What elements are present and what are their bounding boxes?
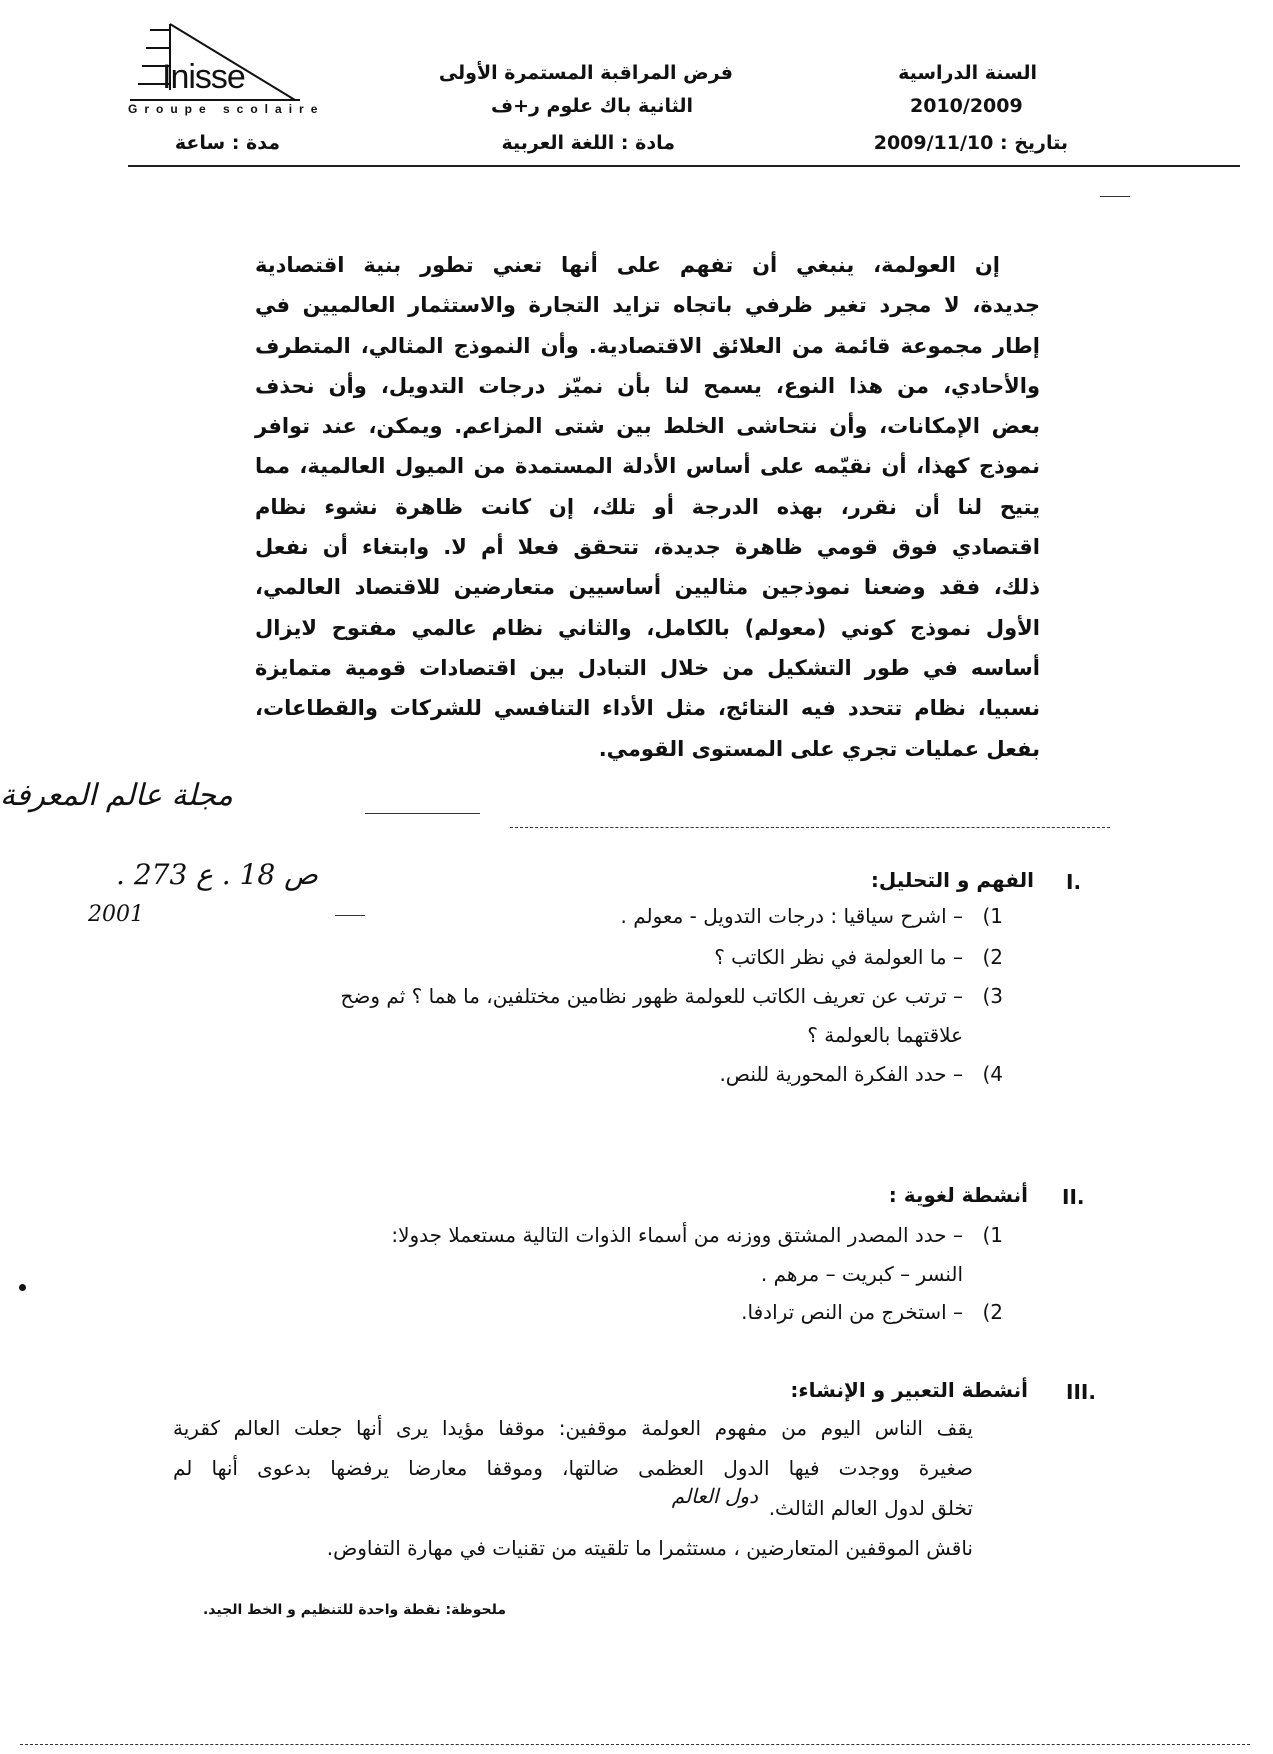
question-text: النسر – كبريت – مرهم . xyxy=(760,1262,963,1286)
passage-line: بفعل عمليات تجري على المستوى القومي. xyxy=(598,736,1040,761)
passage-line: أساسه في طور التشكيل من خلال التبادل بين اقتصادات قومية متمايزة xyxy=(255,655,1040,680)
school-year-label: السنة الدراسية xyxy=(898,62,1037,84)
question-text: – اشرح سياقيا : درجات التدويل - معولم . xyxy=(620,904,963,928)
prompt-line: صغيرة ووجدت فيها الدول العظمى ضالتها، وموقفا معارضا يرفضها بدعوى أنها لم xyxy=(173,1456,973,1480)
subject-line: مادة : اللغة العربية xyxy=(501,132,675,154)
question-3-continued xyxy=(807,1023,963,1047)
question-1 xyxy=(620,904,1003,928)
question-text: – حدد المصدر المشتق ووزنه من أسماء الذوات التالية مستعملا جدولا: xyxy=(391,1223,963,1247)
question-number: 2) xyxy=(982,945,1003,969)
question-text: – ما العولمة في نظر الكاتب ؟ xyxy=(714,945,963,969)
question-number: 3) xyxy=(982,984,1003,1008)
question-text: علاقتهما بالعولمة ؟ xyxy=(807,1023,963,1047)
section-2-number: II. xyxy=(1062,1185,1085,1209)
header-divider xyxy=(128,165,1240,167)
question-4 xyxy=(719,1062,1003,1086)
question-text: – استخرج من النص ترادفا. xyxy=(741,1300,963,1324)
logo-word: Inisse xyxy=(162,58,245,96)
passage-line: والأحادي، من هذا النوع، يسمح لنا بأن نميّز درجات التدويل، وأن نحذف xyxy=(255,373,1040,398)
ref-dash xyxy=(335,915,365,916)
question-number: 1) xyxy=(982,904,1003,928)
essay-prompt xyxy=(173,1408,973,1568)
section-1-number: I. xyxy=(1066,870,1082,894)
passage-line: الأول نموذج كوني (معولم) بالكامل، والثاني نظام عالمي مفتوح لايزال xyxy=(255,615,1040,640)
passage-line: اقتصادي فوق قومي ظاهرة جديدة، تتحقق فعلا أم لا. وابتغاء أن نفعل xyxy=(255,535,1040,560)
section-3-title: أنشطة التعبير و الإنشاء: xyxy=(790,1378,1028,1402)
exam-title: فرض المراقبة المستمرة الأولى xyxy=(438,62,733,84)
section-3-number: III. xyxy=(1066,1380,1096,1404)
class-line: الثانية باك علوم ر+ف xyxy=(491,95,693,117)
question-text: – ترتب عن تعريف الكاتب للعولمة ظهور نظامين مختلفين، ما هما ؟ ثم وضح xyxy=(340,984,963,1008)
question-5 xyxy=(391,1223,1003,1247)
passage-line: ذلك، فقد وضعنا نموذجين مثاليين أساسيين متعارضين للاقتصاد العالمي، xyxy=(255,575,1040,600)
handwritten-source: مجلة عالم المعرفة xyxy=(0,778,233,813)
passage-line: يتيح لنا أن نقرر، بهذه الدرجة أو تلك، إن كانت ظاهرة نشوء نظام xyxy=(255,494,1040,519)
question-number: 1) xyxy=(982,1223,1003,1247)
passage-line: نموذج كهذا، أن نقيّمه على أساس الأدلة المستمدة من الميول العالمية، مما xyxy=(255,454,1040,479)
margin-mark xyxy=(1100,196,1130,197)
prompt-line: تخلق لدول العالم الثالث. xyxy=(768,1496,973,1520)
handwritten-year: 2001 xyxy=(88,902,144,927)
section-2-title: أنشطة لغوية : xyxy=(888,1183,1028,1207)
passage-end-rule xyxy=(510,827,1110,828)
section-1-title: الفهم و التحليل: xyxy=(870,868,1034,892)
source-dash xyxy=(365,813,480,814)
question-6 xyxy=(741,1300,1003,1324)
prompt-line: يقف الناس اليوم من مفهوم العولمة موقفين: موقفا مؤيدا يرى أنها جعلت العالم كقرية xyxy=(173,1416,973,1440)
handwritten-page-ref: ص 18 . ع 273 . xyxy=(116,858,318,891)
school-year: 2010/2009 xyxy=(910,95,1023,117)
bottom-edge-rule xyxy=(20,1744,1250,1745)
passage-line: إطار مجموعة قائمة من العلائق الاقتصادية. وأن النموذج المثالي، المتطرف xyxy=(255,333,1040,358)
question-text: – حدد الفكرة المحورية للنص. xyxy=(719,1062,963,1086)
reading-passage xyxy=(255,245,1040,769)
exam-date: بتاريخ : 2009/11/10 xyxy=(873,132,1068,154)
question-number: 4) xyxy=(982,1062,1003,1086)
question-2 xyxy=(714,945,1003,969)
duration-line: مدة : ساعة xyxy=(174,132,280,154)
school-logo xyxy=(110,20,340,140)
passage-line: جديدة، لا مجرد تغير ظرفي باتجاه تزايد التجارة والاستثمار العالميين في xyxy=(255,293,1040,318)
passage-line: بعض الإمكانات، وأن نتحاشى الخلط بين شتى المزاعم. ويمكن، عند توافر xyxy=(255,414,1040,439)
passage-line: نسبيا، نظام تتحدد فيه النتائج، مثل الأداء التنافسي للشركات والقطاعات، xyxy=(255,696,1040,721)
logo-subtitle: Groupe scolaire xyxy=(128,102,325,116)
question-3 xyxy=(340,984,1003,1008)
passage-line: إن العولمة، ينبغي أن تفهم على أنها تعني تطور بنية اقتصادية xyxy=(255,253,1000,277)
question-number: 2) xyxy=(982,1300,1003,1324)
grading-note: ملحوظة: نقطة واحدة للتنظيم و الخط الجيد. xyxy=(202,1602,506,1618)
prompt-line: ناقش الموقفين المتعارضين ، مستثمرا ما تلقيته من تقنيات في مهارة التفاوض. xyxy=(326,1536,973,1560)
stray-dot xyxy=(19,1284,26,1291)
question-5-words xyxy=(761,1262,963,1286)
handwritten-correction: دول العالم xyxy=(671,1484,758,1508)
